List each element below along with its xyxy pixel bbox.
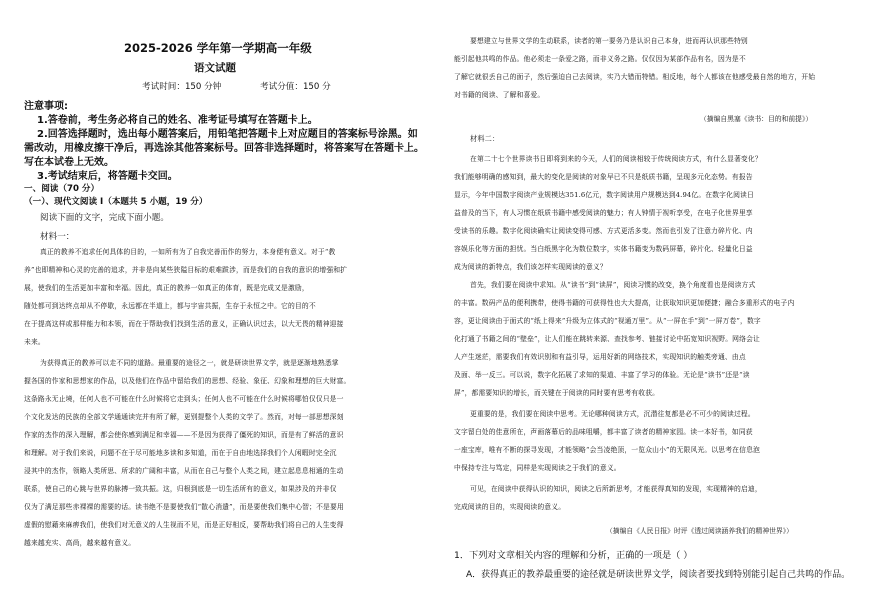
material2-line: 我们能够明确的感知到，最大的变化是阅读的对象早已不只是纸质书籍，呈现多元化态势。有报告 [454,173,753,181]
source-material2: （摘编自《人民日报》时评《透过阅读涵养我们的精神世界》） [606,527,793,535]
note-item: 1.答卷前，考生务必将自己的姓名、准考证号填写在答题卡上。 [37,115,318,126]
material2-line: 可见，在阅读中获得认识的知识，阅读之后所新思考，才能获得真知的发现，实现精神的启迪， [470,485,762,493]
material1-line: 作家的杰作的深入理解，都会使你感到满足和幸福——不是因为获得了僵死的知识，而是有了鲜活的意识 [24,431,344,439]
exam-time: 考试时间：150 分钟 [142,82,222,92]
full-score: 考试分值：150 分 [260,82,331,92]
material2-line: 益普及的当下，有人习惯在纸质书籍中感受阅读的魅力；有人钟情于视听享受，在电子化世界里享 [454,209,753,217]
part1-1-heading: （一）、现代文阅读 I（本题共 5 小题，19 分） [24,197,208,207]
note-item: 3.考试结束后，将答题卡交回。 [37,171,178,182]
material1-line: 和理解。对于我们来说，问题不在于尽可能地多读和多知道，而在于自由地选择我们个人闲暇时完全沉 [24,449,337,457]
material2-line: 显示，今年中国数字阅读产业规模达351.6亿元，数字阅读用户规模达到4.94亿。在数字化阅读日 [454,191,754,199]
material2-label: 材料二： [470,134,500,143]
material1-line: 真正的教养不追求任何具体的目的，一如所有为了自我完善而作的努力，本身便有意义。对于“教 [40,248,336,256]
source-material1: （摘编自黑塞《读书：目的和前提》） [700,115,813,123]
material2-line: 更重要的是，我们要在阅读中思考。无论哪种阅读方式，沉潜往复都是必不可少的阅读过程。 [470,410,755,418]
material1-line: 在于提高这样或那样能力和本领，而在于帮助我们找到生活的意义，正确认识过去，以大无畏的精神迎接 [24,320,344,328]
material2-line: 中保持专注与笃定，同样是实现阅读之于我们的意义。 [454,464,621,472]
material2-line: 容，更让阅读由于面式的“纸上得来”升级为立体式的“视通万里”。从“一屏在手”到“一屏万卷”，数字 [454,317,761,325]
option-a: A．获得真正的教养最重要的途径就是研读世界文学，阅读者要找到特别能引起自己共鸣的作品。 [466,570,851,580]
material2-line: 首先，我们要在阅读中求知。从“读书”到“读屏”，阅读习惯的改变，换个角度看也是阅读方式 [470,281,756,289]
material2-line: 及面、举一反三。可以说，数字化拓展了求知的渠道、丰富了学习的体验。无论是“读书”还是“读 [454,371,750,379]
note-item: 需改动，用橡皮擦干净后，再选涂其他答案标号。回答非选择题时，将答案写在答题卡上。 [24,143,424,154]
material2-line: 成为阅读的新特点，我们该怎样实现阅读的意义？ [454,263,607,271]
notes-heading: 注意事项: [24,101,68,112]
material2-line: 容娱乐化等方面的担忧。当白纸黑字化为数位数字，实体书籍变为数码屏幕，碎片化、轻量化日益 [454,245,753,253]
material2-line: 人产生迷茫，需要我们有效识别和有益引导，运用好新的网络技术，实现知识的触类旁通、由点 [454,353,746,361]
material1-line: 仅为了满足那些赤裸裸的需要的话。读书绝不是要使我们“散心消遣”，而是要使我们集中心智；不是要用 [24,503,344,511]
material1-line: 养”也即精神和心灵的完善的追求，并非是向某些狭隘目标的艰难跋涉，而是我们的自我的意识的增强和扩 [24,266,348,274]
material1-line: 个文化发达的民族的全部文学通通读完并有所了解，更别提整个人类的文学了。然而，对每一部思想深刻 [24,413,344,421]
material1-cont-line: 要想建立与世界文学的生动联系，读者的第一要务乃是认识自己本身，进而再认识那些特别 [470,37,748,45]
material2-line: 在第二十七个世界读书日即将到来的今天，人们的阅读相较于传统阅读方式，有什么显著变化？ [470,155,762,163]
material1-line: 虚假的慰藉来麻痹我们，使我们对无意义的人生视而不见，而是正好相反，要帮助我们将自己的人生变得 [24,521,344,529]
material2-line: 文字留白处的佳意所在，声画落幕后的品味咀嚼，都丰富了读者的精神家园。读一本好书，如同获 [454,428,753,436]
subject-title: 语文试题 [194,62,236,74]
material1-line: 握各国的作家和思想家的作品，以及他们在作品中留给我们的思想、经验、象征、幻象和理想的巨大财富。 [24,377,351,385]
question-stem: 1．下列对文章相关内容的理解和分析，正确的一项是（ ） [454,550,693,561]
material2-line: 完成阅读的目的，实现阅读的意义。 [454,503,566,511]
material1-line: 随处都可到达终点却从不停歇，永远都在半道上，都与宇宙共振，生存于永恒之中。它的目的不 [24,302,316,310]
material1-line: 浸其中的杰作，领略人类所思、所求的广阔和丰富，从而在自己与整个人类之间，建立起息息相通的生动 [24,467,344,475]
exam-title: 2025-2026 学年第一学期高一年级 [124,41,312,55]
material1-line: 展，使我们的生活更加丰富和幸福。因此，真正的教养一如真正的体育，既是完成又是激励， [24,284,309,292]
material2-line: 的丰富。数码产品的便利携带，使得书籍的可获得性也大大提高，让获取知识更加便捷；融合多重形式的电子内 [454,299,795,307]
material1-line: 这条路永无止境，任何人也不可能在什么时候将它走到头；任何人也不可能在什么时候将哪怕仅仅只是一 [24,395,344,403]
material1-line: 未来。 [24,338,45,346]
note-item: 写在本试卷上无效。 [24,157,114,168]
material2-line: 化打通了书籍之间的“壁垒”，让人们能在跳转来源、查找参考、链接讨论中拓宽知识视野。网络会让 [454,335,760,343]
material1-line: 联系，使自己的心跳与世界的脉搏一致共振。这，归根到底是一切生活所有的意义，如果涉及的并非仅 [24,485,337,493]
material1-cont-line: 对书籍的阅读、了解和喜爱。 [454,91,545,99]
material1-label: 材料一： [40,232,75,242]
material2-line: 受读书的乐趣。数字化阅读确实让阅读变得可感、方式更活多变。然而也引发了注意力碎片化、内 [454,227,753,235]
material1-cont-line: 能引起他共鸣的作品。他必须走一条爱之路，而非义务之路。仅仅因为某部作品有名，因为是不 [454,55,746,63]
material1-line: 越来越充实、高尚，越来越有意义。 [24,539,136,547]
material1-cont-line: 了解它就很丢自己的面子，然后强迫自己去阅读，实乃大错而特错。相反地，每个人都该在他感受最自然的地方，开始 [454,73,816,81]
instruction: 阅读下面的文字，完成下面小题。 [40,213,169,223]
note-item: 2.回答选择题时，选出每小题答案后，用铅笔把答题卡上对应题目的答案标号涂黑。如 [37,129,418,140]
part1-heading: 一、阅读（70 分） [24,184,100,194]
material1-line: 为获得真正的教养可以走不同的道路。最重要的途径之一，就是研读世界文学，就是逐渐地熟悉掌 [40,359,339,367]
material2-line: 屏”，都需要知识的增长，而关键在于阅读的同时要有思考有收获。 [454,389,660,397]
material2-line: 一座宝库，唯有不断的探寻发现，才能领略“会当凌绝顶，一览众山小”的无限风光。以思考在信息泡 [454,446,760,454]
